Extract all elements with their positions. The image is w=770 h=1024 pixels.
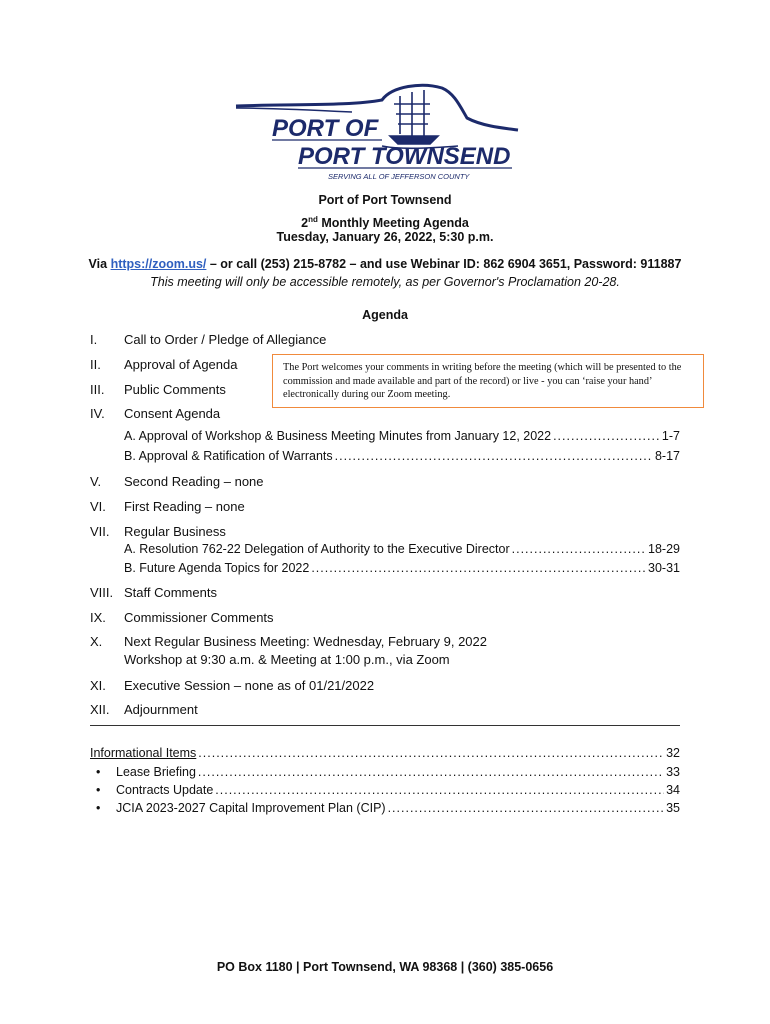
informational-items: Informational Items ..... 32 xyxy=(90,746,680,760)
logo-line1: PORT OF xyxy=(272,115,379,142)
ship-icon xyxy=(382,90,458,148)
meeting-date: Tuesday, January 26, 2022, 5:30 p.m. xyxy=(276,230,494,244)
regular-item: A. Resolution 762-22 Delegation of Authority to the Executive Director ..... 18-29 xyxy=(124,542,680,556)
zoom-link[interactable]: https://zoom.us/ xyxy=(110,257,207,271)
meeting-title: 2nd Monthly Meeting Agenda xyxy=(301,215,469,231)
consent-item: A. Approval of Workshop & Business Meeting Minutes from January 12, 2022 ..... 1-7 xyxy=(124,429,680,443)
agenda-heading: Agenda xyxy=(362,308,408,322)
footer-address: PO Box 1180 | Port Townsend, WA 98368 | (360) 385-0656 xyxy=(216,960,554,974)
port-logo xyxy=(232,78,524,182)
consent-item: B. Approval & Ratification of Warrants ..... 8-17 xyxy=(124,449,680,463)
divider xyxy=(90,725,680,726)
info-bullet: • Lease Briefing ..... 33 xyxy=(116,765,680,779)
logo-line2: PORT TOWNSEND xyxy=(298,143,511,170)
remote-note: This meeting will only be accessible remotely, as per Governor's Proclamation 20-28. xyxy=(150,275,620,289)
access-line: Via https://zoom.us/ – or call (253) 215-8782 – and use Webinar ID: 862 6904 3651, Password: 911887 xyxy=(88,257,682,271)
regular-item: B. Future Agenda Topics for 2022 ..... 30-31 xyxy=(124,561,680,575)
logo-tagline: SERVING ALL OF JEFFERSON COUNTY xyxy=(328,172,470,181)
org-name: Port of Port Townsend xyxy=(318,193,452,207)
public-comment-callout: The Port welcomes your comments in writing before the meeting (which will be presented to the commission and made available and part of the record) or live - you can ‘raise your hand’ electronically during our Zoom meeting. xyxy=(272,354,704,408)
info-bullet: • JCIA 2023-2027 Capital Improvement Plan (CIP) ..... 35 xyxy=(116,801,680,815)
info-bullet: • Contracts Update ..... 34 xyxy=(116,783,680,797)
